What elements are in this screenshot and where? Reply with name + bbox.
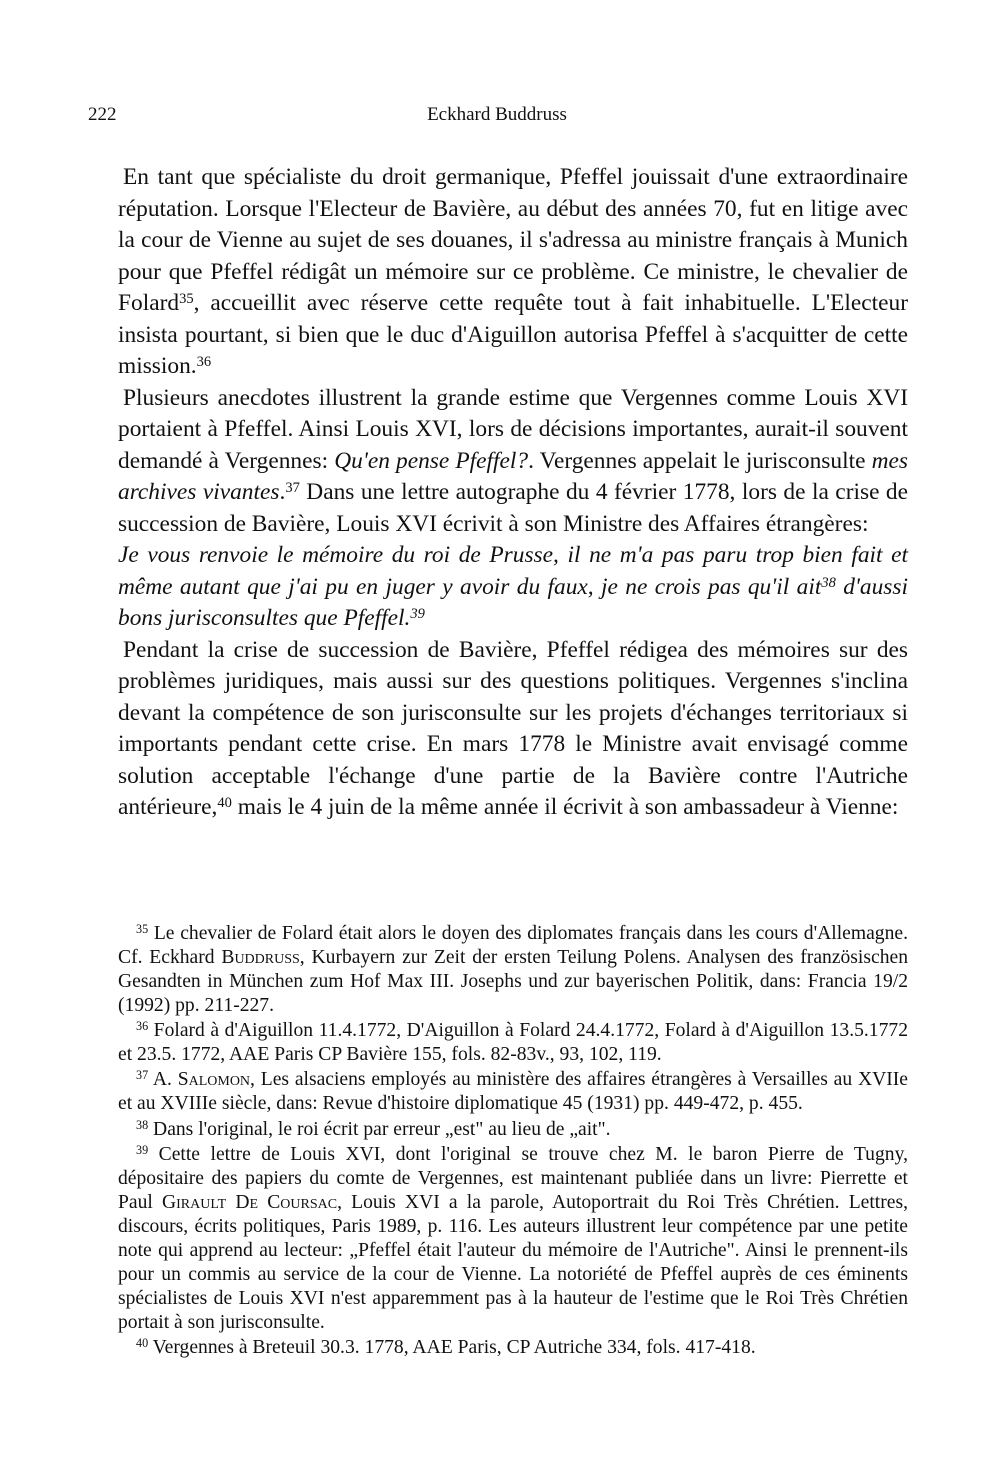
running-head: Eckhard Buddruss [427,104,567,125]
paragraph-1: En tant que spécialiste du droit germanique, Pfeffel jouissait d'une extraordinaire réputation. Lorsque l'Electeur de Bavière, au début des années 70, fut en litige avec la cour de Vienne au sujet de ses douanes, il s'adressa au ministre français à Munich pour que Pfeffel rédigât un mémoire sur ce problème. Ce ministre, le chevalier de Folard$^{35}$, accueillit avec réserve cette requête tout à fait inhabituelle. L'Electeur insista pourtant, si bien que le duc d'Aiguillon autorisa Pfeffel à s'acquitter de cette mission.$^{36}$ [118,164,908,379]
footnote-ref-38[interactable]: 38 [821,574,836,591]
main-text [118,162,908,824]
footnote-38: $^{38}$ Dans l'original, le roi écrit par erreur „est" au lieu de „ait". [136,1117,611,1140]
footnote-36: $^{36}$ Folard à d'Aiguillon 11.4.1772, D'Aiguillon à Folard 24.4.1772, Folard à d'Aiguillon 13.5.1772 et 23.5. 1772, AAE Paris CP Bavière 155, fols. 82-83v., 93, 102, 119. [118,1019,908,1066]
footnote-35: $^{35}$ Le chevalier de Folard était alors le doyen des diplomates français dans les cours d'Allemagne. Cf. Eckhard Buddruss, Kurbayern zur Zeit der ersten Teilung Polens. Analysen des französischen Gesandten in München zum Hof Max III. Josephs und zur bayerischen Politik, dans: Francia 19/2 (1992) pp. 211-227. [118,921,908,1016]
footnote-ref-39[interactable]: 39 [410,605,425,622]
block-quote: Je vous renvoie le mémoire du roi de Prusse, il ne m'a pas paru trop bien fait et même autant que j'ai pu en juger y avoir du faux, je ne crois pas qu'il ait$^{38}$ d'aussi bons jurisconsultes que Pfeffel.$^{39}$ [118,542,908,631]
footnote-ref-35[interactable]: 35 [179,290,194,307]
footnote-39: $^{39}$ Cette lettre de Louis XVI, dont l'original se trouve chez M. le baron Pierre de Tugny, dépositaire des papiers du comte de Vergennes, est maintenant publiée dans un livre: Pierrette et Paul Girault De Coursac, Louis XVI a la parole, Autoportrait du Roi Très Chrétien. Lettres, discours, écrits politiques, Paris 1989, p. 116. Les auteurs illustrent leur compétence par une petite note qui apprend au lecteur: „Pfeffel était l'auteur du mémoire de l'Autriche". Ainsi le prennent-ils pour un commis au service de la cour de Vienne. La notoriété de Pfeffel auprès de ces éminents spécialistes de Louis XVI n'est apparemment pas à la hauteur de l'estime que le Roi Très Chrétien portait à son jurisconsulte. [118,1143,908,1333]
page-number: 222 [88,104,117,125]
footnotes [118,922,908,1361]
footnote-37: $^{37}$ A. Salomon, Les alsaciens employés au ministère des affaires étrangères à Versailles au XVIIe et au XVIIIe siècle, dans: Revue d'histoire diplomatique 45 (1931) pp. 449-472, p. 455. [118,1068,909,1115]
footnote-ref-40[interactable]: 40 [217,794,232,811]
paragraph-3: Pendant la crise de succession de Bavière, Pfeffel rédigea des mémoires sur des problèmes juridiques, mais aussi sur des questions politiques. Vergennes s'inclina devant la compétence de son jurisconsulte sur les projets d'échanges territoriaux si importants pendant cette crise. En mars 1778 le Ministre avait envisagé comme solution acceptable l'échange d'une partie de la Bavière contre l'Autriche antérieure,$^{40}$ mais le 4 juin de la même année il écrivit à son ambassadeur à Vienne: [118,636,908,820]
page-header [88,104,906,134]
footnote-ref-36[interactable]: 36 [196,353,212,370]
paragraph-2: Plusieurs anecdotes illustrent la grande estime que Vergennes comme Louis XVI portaient à Pfeffel. Ainsi Louis XVI, lors de décisions importantes, aurait-il souvent demandé à Vergennes: Qu'en pense Pfeffel?. Vergennes appelait le jurisconsulte mes archives vivantes.$^{37}$ Dans une lettre autographe du 4 février 1778, lors de la crise de succession de Bavière, Louis XVI écrivit à son Ministre des Affaires étrangères: [118,384,909,537]
footnote-ref-37[interactable]: 37 [285,479,300,496]
footnote-40: $^{40}$ Vergennes à Breteuil 30.3. 1778, AAE Paris, CP Autriche 334, fols. 417-418. [136,1335,756,1358]
